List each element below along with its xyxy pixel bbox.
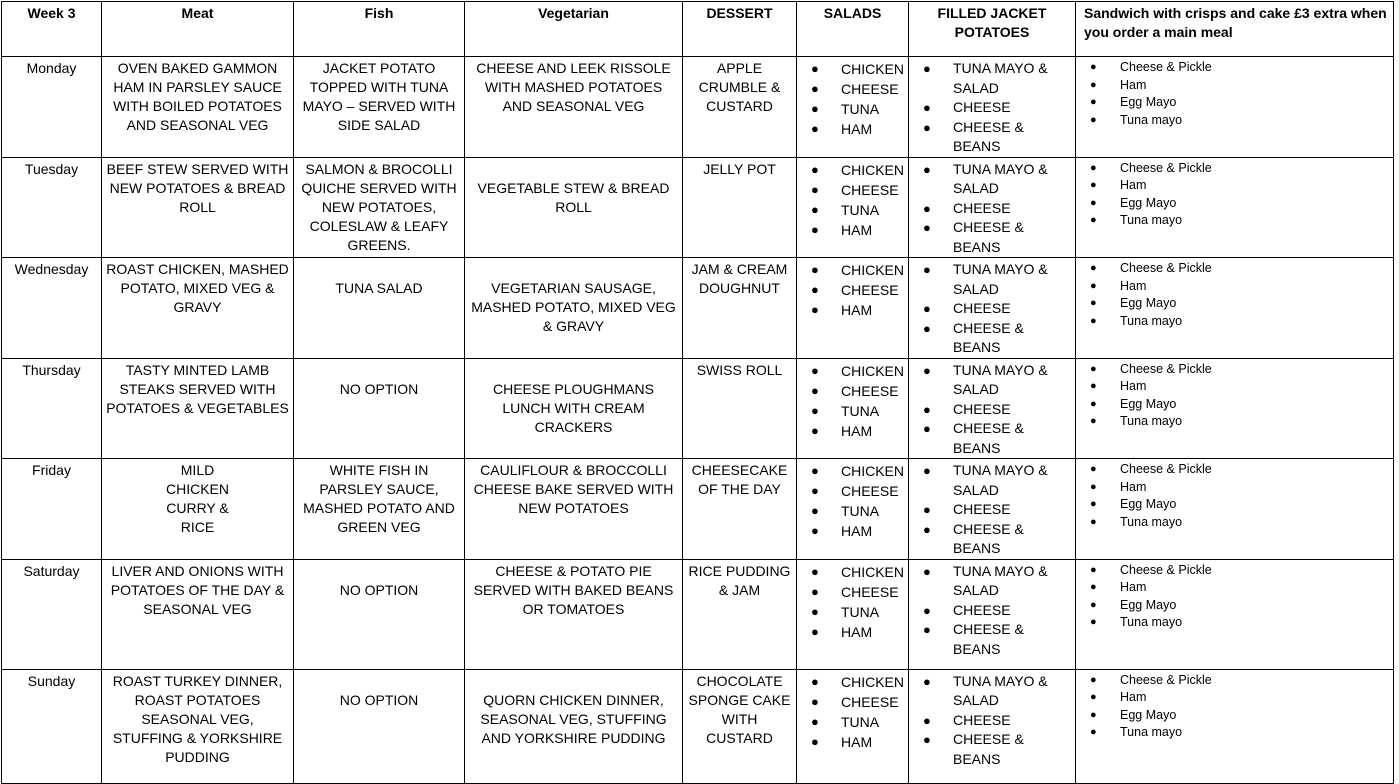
bullet-icon: ● xyxy=(1090,380,1097,392)
list-item: ● HAM xyxy=(811,422,873,439)
day-cell: Sunday xyxy=(2,669,102,783)
table-row xyxy=(2,358,1394,459)
meat-cell: LIVER AND ONIONS WITH POTATOES OF THE DAY & SEASONAL VEG xyxy=(102,559,294,669)
fish-cell: TUNA SALAD xyxy=(294,258,465,359)
dessert-cell: JELLY POT xyxy=(683,157,797,258)
list-item: ● Cheese & Pickle xyxy=(1080,461,1389,479)
list-item: ● Ham xyxy=(1080,479,1389,497)
fish-cell: WHITE FISH IN PARSLEY SAUCE, MASHED POTATO AND GREEN VEG xyxy=(294,459,465,560)
list-item: ● Tuna mayo xyxy=(1080,514,1389,532)
fish-cell: NO OPTION xyxy=(294,669,465,783)
header-jacket: FILLED JACKET POTATOES xyxy=(909,2,1076,57)
bullet-icon: ● xyxy=(1090,279,1097,292)
sandwich-cell xyxy=(1076,459,1394,560)
fish-cell: NO OPTION xyxy=(294,559,465,669)
bullet-icon: ● xyxy=(1090,708,1097,721)
salads-cell xyxy=(797,57,909,158)
header-row xyxy=(2,2,1394,57)
list-item: ● Egg Mayo xyxy=(1080,195,1389,213)
list-item: ● CHEESE xyxy=(811,181,899,198)
bullet-icon: ● xyxy=(923,673,931,689)
bullet-icon: ● xyxy=(923,100,931,115)
bullet-icon: ● xyxy=(1090,498,1097,510)
list-item: ● CHEESE xyxy=(811,483,899,499)
jacket-cell xyxy=(909,669,1076,783)
list-item: ● TUNA xyxy=(811,603,880,620)
fish-cell: JACKET POTATO TOPPED WITH TUNA MAYO – SERVED WITH SIDE SALAD xyxy=(294,57,465,158)
list-item: ● TUNA MAYO & SALAD xyxy=(923,562,1048,598)
bullet-icon: ● xyxy=(1090,214,1097,226)
list-item: ● HAM xyxy=(811,733,873,750)
bullet-icon: ● xyxy=(923,362,931,378)
list-item: ● TUNA MAYO & SALAD xyxy=(923,672,1048,708)
list-item: ● Egg Mayo xyxy=(1080,396,1389,414)
bullet-icon: ● xyxy=(923,220,931,235)
bullet-icon: ● xyxy=(811,523,819,538)
list-item: ● CHEESE xyxy=(811,583,899,600)
list-item: ● Egg Mayo xyxy=(1080,94,1389,112)
list-item: ● TUNA xyxy=(811,713,880,730)
header-salads: SALADS xyxy=(797,2,909,57)
list-item: ● Cheese & Pickle xyxy=(1080,260,1389,278)
vegetarian-cell: QUORN CHICKEN DINNER, SEASONAL VEG, STUFFING AND YORKSHIRE PUDDING xyxy=(465,669,683,783)
table-row xyxy=(2,258,1394,359)
sandwich-cell xyxy=(1076,258,1394,359)
bullet-icon: ● xyxy=(811,422,819,438)
list-item: ● Ham xyxy=(1080,579,1389,597)
header-vegetarian: Vegetarian xyxy=(465,2,683,57)
bullet-icon: ● xyxy=(811,201,819,217)
bullet-icon: ● xyxy=(1090,196,1097,209)
list-item: ● TUNA xyxy=(811,201,880,218)
list-item: ● Cheese & Pickle xyxy=(1080,562,1389,580)
vegetarian-cell: CAULIFLOUR & BROCCOLLI CHEESE BAKE SERVED WITH NEW POTATOES xyxy=(465,459,683,560)
list-item: ● CHEESE & BEANS xyxy=(923,319,1024,355)
menu-table xyxy=(1,1,1394,784)
bullet-icon: ● xyxy=(923,200,931,216)
bullet-icon: ● xyxy=(811,282,819,297)
fish-cell: NO OPTION xyxy=(294,358,465,459)
jacket-cell xyxy=(909,358,1076,459)
header-meat: Meat xyxy=(102,2,294,57)
list-item: ● Egg Mayo xyxy=(1080,496,1389,514)
list-item: ● Cheese & Pickle xyxy=(1080,361,1389,379)
list-item: ● CHEESE & BEANS xyxy=(923,219,1024,255)
list-item: ● Tuna mayo xyxy=(1080,313,1389,331)
bullet-icon: ● xyxy=(1090,691,1097,703)
bullet-icon: ● xyxy=(811,262,819,277)
bullet-icon: ● xyxy=(1090,463,1097,475)
dessert-cell: CHEESECAKE OF THE DAY xyxy=(683,459,797,560)
list-item: ● CHICKEN xyxy=(811,161,905,178)
vegetarian-cell: CHEESE AND LEEK RISSOLE WITH MASHED POTATOES AND SEASONAL VEG xyxy=(465,57,683,158)
vegetarian-cell: VEGETARIAN SAUSAGE, MASHED POTATO, MIXED VEG & GRAVY xyxy=(465,258,683,359)
day-cell: Tuesday xyxy=(2,157,102,258)
bullet-icon: ● xyxy=(923,262,931,277)
day-cell: Monday xyxy=(2,57,102,158)
bullet-icon: ● xyxy=(923,602,931,618)
day-cell: Saturday xyxy=(2,559,102,669)
list-item: ● CHEESE xyxy=(913,711,1071,731)
list-item: ● HAM xyxy=(811,121,873,137)
salads-cell xyxy=(797,157,909,258)
dessert-cell: RICE PUDDING & JAM xyxy=(683,559,797,669)
dessert-cell: SWISS ROLL xyxy=(683,358,797,459)
list-item: ● Ham xyxy=(1080,77,1389,95)
bullet-icon: ● xyxy=(811,382,819,398)
list-item: ● Cheese & Pickle xyxy=(1080,160,1389,178)
meat-cell: OVEN BAKED GAMMON HAM IN PARSLEY SAUCE WITH BOILED POTATOES AND SEASONAL VEG xyxy=(102,57,294,158)
bullet-icon: ● xyxy=(923,732,931,747)
bullet-icon: ● xyxy=(1090,78,1097,91)
bullet-icon: ● xyxy=(811,713,819,729)
day-cell: Friday xyxy=(2,459,102,560)
bullet-icon: ● xyxy=(811,563,819,579)
bullet-icon: ● xyxy=(811,221,819,237)
dessert-cell: CHOCOLATE SPONGE CAKE WITH CUSTARD xyxy=(683,669,797,783)
list-item: ● CHEESE xyxy=(811,693,899,710)
bullet-icon: ● xyxy=(1090,362,1097,375)
bullet-icon: ● xyxy=(811,181,819,197)
sandwich-cell xyxy=(1076,559,1394,669)
bullet-icon: ● xyxy=(923,502,931,517)
bullet-icon: ● xyxy=(1090,397,1097,410)
bullet-icon: ● xyxy=(811,402,819,418)
list-item: ● TUNA MAYO & SALAD xyxy=(923,261,1048,297)
list-item: ● CHICKEN xyxy=(811,61,905,77)
list-item: ● Tuna mayo xyxy=(1080,212,1389,230)
jacket-cell xyxy=(909,258,1076,359)
bullet-icon: ● xyxy=(923,521,931,537)
list-item: ● HAM xyxy=(811,302,873,318)
bullet-icon: ● xyxy=(1090,161,1097,174)
header-sandwich: Sandwich with crisps and cake £3 extra when you order a main meal xyxy=(1076,2,1394,57)
salads-cell xyxy=(797,358,909,459)
jacket-cell xyxy=(909,559,1076,669)
list-item: ● Ham xyxy=(1080,177,1389,195)
list-item: ● TUNA MAYO & SALAD xyxy=(923,160,1048,196)
bullet-icon: ● xyxy=(1090,297,1097,309)
list-item: ● TUNA MAYO & SALAD xyxy=(923,462,1048,498)
bullet-icon: ● xyxy=(811,463,819,478)
bullet-icon: ● xyxy=(811,81,819,96)
list-item: ● Ham xyxy=(1080,689,1389,707)
meat-cell: BEEF STEW SERVED WITH NEW POTATOES & BREAD ROLL xyxy=(102,157,294,258)
list-item: ● CHEESE & BEANS xyxy=(923,731,1024,767)
fish-cell: SALMON & BROCOLLI QUICHE SERVED WITH NEW POTATOES, COLESLAW & LEAFY GREENS. xyxy=(294,157,465,258)
list-item: ● TUNA xyxy=(811,402,880,419)
bullet-icon: ● xyxy=(811,733,819,749)
bullet-icon: ● xyxy=(1090,314,1097,327)
meat-cell: ROAST TURKEY DINNER, ROAST POTATOES SEASONAL VEG, STUFFING & YORKSHIRE PUDDING xyxy=(102,669,294,783)
bullet-icon: ● xyxy=(811,603,819,619)
list-item: ● CHICKEN xyxy=(811,362,905,379)
table-row xyxy=(2,157,1394,258)
bullet-icon: ● xyxy=(1090,515,1097,528)
bullet-icon: ● xyxy=(811,673,819,689)
day-cell: Thursday xyxy=(2,358,102,459)
bullet-icon: ● xyxy=(811,503,819,518)
list-item: ● CHEESE xyxy=(811,81,899,97)
sandwich-cell xyxy=(1076,57,1394,158)
jacket-cell xyxy=(909,157,1076,258)
bullet-icon: ● xyxy=(923,712,931,728)
bullet-icon: ● xyxy=(1090,480,1097,493)
list-item: ● TUNA MAYO & SALAD xyxy=(923,361,1048,397)
list-item: ● Ham xyxy=(1080,278,1389,296)
list-item: ● CHEESE xyxy=(913,199,1071,219)
list-item: ● Tuna mayo xyxy=(1080,112,1389,130)
sandwich-cell xyxy=(1076,358,1394,459)
list-item: ● HAM xyxy=(811,221,873,238)
list-item: ● CHEESE xyxy=(913,98,1071,118)
bullet-icon: ● xyxy=(923,421,931,436)
table-row xyxy=(2,669,1394,783)
meat-cell: MILD CHICKEN CURRY & RICE xyxy=(102,459,294,560)
list-item: ● Tuna mayo xyxy=(1080,413,1389,431)
bullet-icon: ● xyxy=(811,483,819,498)
bullet-icon: ● xyxy=(923,622,931,637)
list-item: ● Egg Mayo xyxy=(1080,295,1389,313)
list-item: ● TUNA MAYO & SALAD xyxy=(923,60,1048,96)
list-item: ● CHEESE xyxy=(811,282,899,298)
vegetarian-cell: VEGETABLE STEW & BREAD ROLL xyxy=(465,157,683,258)
dessert-cell: APPLE CRUMBLE & CUSTARD xyxy=(683,57,797,158)
sandwich-cell xyxy=(1076,157,1394,258)
bullet-icon: ● xyxy=(1090,598,1097,611)
table-row xyxy=(2,559,1394,669)
list-item: ● CHEESE xyxy=(811,382,899,399)
bullet-icon: ● xyxy=(811,302,819,317)
jacket-cell xyxy=(909,459,1076,560)
list-item: ● CHICKEN xyxy=(811,262,905,278)
bullet-icon: ● xyxy=(1090,563,1097,576)
bullet-icon: ● xyxy=(1090,96,1097,108)
list-item: ● Egg Mayo xyxy=(1080,597,1389,615)
bullet-icon: ● xyxy=(1090,113,1097,126)
list-item: ● Tuna mayo xyxy=(1080,614,1389,632)
header-dessert: DESSERT xyxy=(683,2,797,57)
table-row xyxy=(2,57,1394,158)
bullet-icon: ● xyxy=(811,61,819,76)
list-item: ● CHEESE xyxy=(913,601,1071,621)
list-item: ● Ham xyxy=(1080,378,1389,396)
bullet-icon: ● xyxy=(811,161,819,177)
list-item: ● CHEESE & BEANS xyxy=(923,118,1024,154)
list-item: ● TUNA xyxy=(811,503,880,519)
bullet-icon: ● xyxy=(811,101,819,116)
bullet-icon: ● xyxy=(1090,179,1097,191)
bullet-icon: ● xyxy=(1090,616,1097,628)
day-cell: Wednesday xyxy=(2,258,102,359)
dessert-cell: JAM & CREAM DOUGHNUT xyxy=(683,258,797,359)
sandwich-cell xyxy=(1076,669,1394,783)
bullet-icon: ● xyxy=(923,563,931,579)
bullet-icon: ● xyxy=(923,401,931,417)
header-fish: Fish xyxy=(294,2,465,57)
list-item: ● CHEESE xyxy=(913,299,1071,319)
salads-cell xyxy=(797,559,909,669)
list-item: ● CHICKEN xyxy=(811,563,905,580)
meat-cell: ROAST CHICKEN, MASHED POTATO, MIXED VEG & GRAVY xyxy=(102,258,294,359)
header-week: Week 3 xyxy=(2,2,102,57)
bullet-icon: ● xyxy=(923,463,931,478)
bullet-icon: ● xyxy=(923,61,931,76)
bullet-icon: ● xyxy=(923,119,931,135)
salads-cell xyxy=(797,258,909,359)
vegetarian-cell: CHEESE PLOUGHMANS LUNCH WITH CREAM CRACKERS xyxy=(465,358,683,459)
list-item: ● HAM xyxy=(811,523,873,539)
salads-cell xyxy=(797,669,909,783)
list-item: ● CHEESE xyxy=(913,400,1071,420)
bullet-icon: ● xyxy=(1090,415,1097,427)
vegetarian-cell: CHEESE & POTATO PIE SERVED WITH BAKED BEANS OR TOMATOES xyxy=(465,559,683,669)
list-item: ● Egg Mayo xyxy=(1080,707,1389,725)
list-item: ● Tuna mayo xyxy=(1080,724,1389,742)
list-item: ● CHEESE & BEANS xyxy=(923,621,1024,657)
bullet-icon: ● xyxy=(923,161,931,177)
bullet-icon: ● xyxy=(811,583,819,599)
bullet-icon: ● xyxy=(1090,726,1097,738)
jacket-cell xyxy=(909,57,1076,158)
list-item: ● Cheese & Pickle xyxy=(1080,59,1389,77)
bullet-icon: ● xyxy=(1090,262,1097,274)
list-item: ● CHEESE & BEANS xyxy=(923,520,1024,556)
list-item: ● HAM xyxy=(811,623,873,640)
list-item: ● CHICKEN xyxy=(811,673,905,690)
bullet-icon: ● xyxy=(811,362,819,378)
list-item: ● Cheese & Pickle xyxy=(1080,672,1389,690)
list-item: ● CHICKEN xyxy=(811,463,905,479)
bullet-icon: ● xyxy=(811,623,819,639)
bullet-icon: ● xyxy=(1090,673,1097,686)
salads-cell xyxy=(797,459,909,560)
bullet-icon: ● xyxy=(1090,581,1097,593)
bullet-icon: ● xyxy=(1090,61,1097,73)
bullet-icon: ● xyxy=(811,121,819,136)
bullet-icon: ● xyxy=(923,301,931,316)
meat-cell: TASTY MINTED LAMB STEAKS SERVED WITH POTATOES & VEGETABLES xyxy=(102,358,294,459)
list-item: ● CHEESE xyxy=(913,500,1071,520)
list-item: ● CHEESE & BEANS xyxy=(923,420,1024,456)
bullet-icon: ● xyxy=(811,693,819,709)
list-item: ● TUNA xyxy=(811,101,880,117)
table-row xyxy=(2,459,1394,560)
bullet-icon: ● xyxy=(923,320,931,336)
